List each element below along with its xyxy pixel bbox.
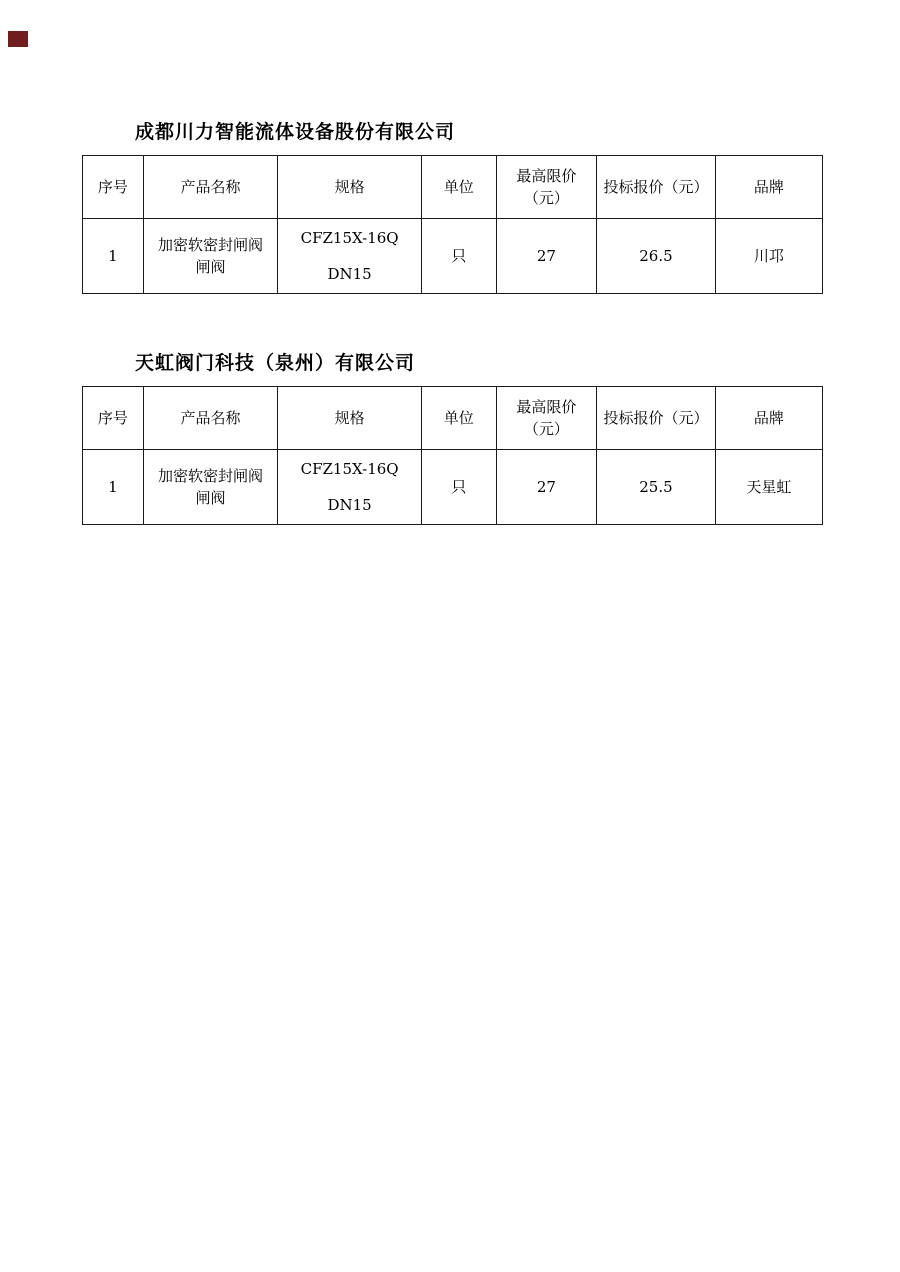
col-header-unit: 单位 [421,156,496,219]
table-1-row [83,219,823,294]
cell-brand: 天星虹 [715,450,822,525]
company-section-2 [82,352,823,525]
red-corner-artifact [8,31,28,47]
company-title-2: 天虹阀门科技（泉州）有限公司 [135,352,416,374]
cell-bid-price: 25.5 [597,450,715,525]
cell-spec-line2: DN15 [327,495,372,514]
cell-brand: 川邛 [715,219,822,294]
cell-no: 1 [83,219,144,294]
cell-product-line2: 闸阀 [195,258,226,276]
col-header-product: 产品名称 [143,387,278,450]
cell-product [143,219,278,294]
cell-unit: 只 [421,219,496,294]
col-header-max-price [496,156,597,219]
table-1-header-row [83,156,823,219]
table-2-row [83,450,823,525]
company-section-1 [82,121,823,294]
col-header-bid-price: 投标报价（元） [597,387,715,450]
cell-product-line1: 加密软密封闸阀 [158,235,264,254]
col-header-max-price-line1: 最高限价 [516,397,577,416]
quote-table-2 [82,386,823,525]
cell-no: 1 [83,450,144,525]
col-header-max-price-line2: （元） [523,420,569,438]
table-2-header-row [83,387,823,450]
cell-spec [278,450,422,525]
quote-table-1 [82,155,823,294]
col-header-max-price [496,387,597,450]
col-header-product: 产品名称 [143,156,278,219]
cell-product-line2: 闸阀 [195,489,226,507]
company-title-1: 成都川力智能流体设备股份有限公司 [135,121,456,143]
col-header-no: 序号 [83,156,144,219]
cell-spec-line1: CFZ15X-16Q [300,229,399,247]
col-header-max-price-line1: 最高限价 [516,166,577,185]
cell-unit: 只 [421,450,496,525]
col-header-max-price-line2: （元） [523,189,569,207]
cell-product [143,450,278,525]
col-header-brand: 品牌 [715,387,822,450]
cell-max-price: 27 [496,450,597,525]
col-header-brand: 品牌 [715,156,822,219]
cell-max-price: 27 [496,219,597,294]
col-header-spec: 规格 [278,387,422,450]
col-header-unit: 单位 [421,387,496,450]
cell-product-line1: 加密软密封闸阀 [158,466,264,485]
cell-spec [278,219,422,294]
cell-spec-line1: CFZ15X-16Q [300,460,399,478]
col-header-no: 序号 [83,387,144,450]
col-header-bid-price: 投标报价（元） [597,156,715,219]
cell-bid-price: 26.5 [597,219,715,294]
cell-spec-line2: DN15 [327,264,372,283]
col-header-spec: 规格 [278,156,422,219]
